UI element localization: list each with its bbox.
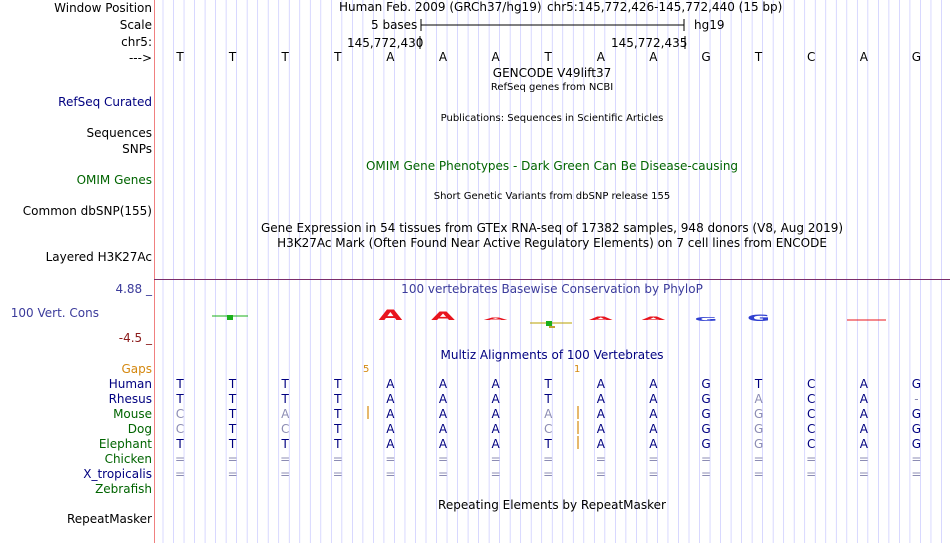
alignment-base: = bbox=[490, 452, 501, 466]
alignment-base: T bbox=[334, 377, 342, 391]
alignment-base: = bbox=[911, 467, 922, 481]
alignment-base: A bbox=[859, 392, 868, 406]
gap-count-1: 1 bbox=[574, 364, 581, 375]
alignment-base: T bbox=[281, 392, 289, 406]
alignment-base: G bbox=[701, 407, 711, 421]
alignment-base: A bbox=[649, 422, 658, 436]
alignment-base: G bbox=[753, 407, 764, 421]
species-label-x_tropicalis[interactable]: X_tropicalis bbox=[83, 467, 152, 481]
alignment-base: A bbox=[386, 377, 395, 391]
alignment-base: A bbox=[596, 407, 605, 421]
alignment-base: C bbox=[175, 422, 185, 436]
gaps-label: Gaps bbox=[121, 362, 152, 376]
alignment-base: G bbox=[911, 422, 922, 436]
window-position-label: Window Position bbox=[54, 1, 152, 15]
repeatmasker-label[interactable]: RepeatMasker bbox=[66, 512, 152, 526]
multiz-title[interactable]: Multiz Alignments of 100 Vertebrates bbox=[440, 348, 664, 362]
reference-base: G bbox=[911, 50, 922, 64]
phylop-letter: A bbox=[378, 307, 403, 324]
species-label-elephant[interactable]: Elephant bbox=[98, 437, 152, 451]
alignment-base: A bbox=[438, 407, 448, 421]
alignment-base: T bbox=[281, 437, 289, 451]
reference-base: T bbox=[544, 50, 552, 64]
gap-count-5: 5 bbox=[363, 364, 370, 375]
phylop-letter: A bbox=[483, 316, 508, 321]
alignment-base: C bbox=[175, 407, 185, 421]
reference-base: T bbox=[228, 50, 237, 64]
position-text: chr5:145,772,426-145,772,440 (15 bp) bbox=[547, 0, 783, 14]
alignment-base: A bbox=[438, 437, 448, 451]
alignment-base: = bbox=[385, 452, 396, 466]
alignment-base: T bbox=[334, 407, 342, 421]
alignment-base: A bbox=[386, 422, 395, 436]
sequences-label[interactable]: Sequences bbox=[86, 126, 152, 140]
alignment-base: = bbox=[911, 452, 922, 466]
alignment-base: = bbox=[385, 467, 396, 481]
alignment-base: T bbox=[228, 422, 237, 436]
alignment-base: A bbox=[544, 407, 553, 421]
alignment-base: = bbox=[280, 467, 291, 481]
species-label-rhesus[interactable]: Rhesus bbox=[108, 392, 152, 406]
coord-left: 145,772,430 bbox=[347, 36, 424, 50]
phylop-max-label: 4.88 _ bbox=[115, 282, 152, 296]
reference-base: A bbox=[491, 50, 500, 64]
alignment-base: G bbox=[753, 437, 764, 451]
alignment-base: A bbox=[438, 377, 448, 391]
alignment-base: = bbox=[437, 452, 449, 466]
alignment-base: T bbox=[176, 437, 184, 451]
alignment-base: = bbox=[700, 452, 712, 466]
alignment-base: A bbox=[491, 407, 500, 421]
alignment-base: = bbox=[648, 452, 659, 466]
alignment-base: T bbox=[176, 392, 184, 406]
alignment-base: A bbox=[596, 392, 605, 406]
layered-h3k27ac-label[interactable]: Layered H3K27Ac bbox=[45, 250, 152, 264]
alignment-base: T bbox=[544, 437, 552, 451]
alignment-base: = bbox=[858, 452, 869, 466]
alignment-base: A bbox=[438, 392, 448, 406]
alignment-base: = bbox=[806, 467, 817, 481]
phylop-mark bbox=[227, 315, 233, 320]
alignment-base: = bbox=[595, 467, 606, 481]
alignment-base: T bbox=[334, 422, 342, 436]
alignment-base: A bbox=[596, 377, 605, 391]
reference-base: A bbox=[649, 50, 658, 64]
omim-genes-label[interactable]: OMIM Genes bbox=[76, 173, 152, 187]
alignment-base: T bbox=[176, 377, 184, 391]
alignment-base: = bbox=[858, 467, 869, 481]
alignment-base: A bbox=[596, 437, 605, 451]
alignment-base: = bbox=[174, 452, 186, 466]
alignment-base: - bbox=[914, 392, 919, 406]
alignment-base: C bbox=[543, 422, 553, 436]
gtex-title[interactable]: Gene Expression in 54 tissues from GTEx RNA-seq of 17382 samples, 948 donors (V8, Aug 2019) bbox=[260, 221, 844, 235]
alignment-base: = bbox=[280, 452, 291, 466]
publications-title[interactable]: Publications: Sequences in Scientific Articles bbox=[440, 113, 664, 124]
alignment-base: G bbox=[701, 422, 711, 436]
alignment-base: = bbox=[595, 452, 606, 466]
reference-base: A bbox=[438, 50, 448, 64]
phylop-letter: A bbox=[588, 316, 613, 322]
alignment-base: G bbox=[911, 437, 922, 451]
alignment-base: A bbox=[491, 392, 500, 406]
alignment-base: A bbox=[491, 422, 500, 436]
alignment-base: T bbox=[334, 392, 342, 406]
alignment-base: A bbox=[859, 437, 868, 451]
alignment-base: G bbox=[701, 437, 711, 451]
phylop-track-label[interactable]: 100 Vert. Cons bbox=[10, 306, 99, 320]
phylop-min-label: -4.5 _ bbox=[118, 331, 152, 345]
alignment-base: C bbox=[806, 422, 816, 436]
scale-text: 5 bases bbox=[371, 18, 418, 32]
alignment-base: = bbox=[227, 452, 238, 466]
reference-base: A bbox=[859, 50, 868, 64]
alignment-base: = bbox=[437, 467, 449, 481]
alignment-base: = bbox=[227, 467, 238, 481]
alignment-base: A bbox=[438, 422, 448, 436]
alignment-base: = bbox=[332, 467, 343, 481]
phylop-mark bbox=[546, 321, 552, 326]
refseq-subtitle[interactable]: RefSeq genes from NCBI bbox=[490, 82, 614, 93]
alignment-base: G bbox=[701, 377, 711, 391]
species-label-dog[interactable]: Dog bbox=[127, 422, 152, 436]
alignment-base: T bbox=[544, 377, 552, 391]
alignment-base: G bbox=[701, 392, 711, 406]
reference-base: T bbox=[334, 50, 342, 64]
alignment-base: A bbox=[596, 422, 605, 436]
alignment-base: = bbox=[753, 452, 764, 466]
alignment-base: A bbox=[859, 407, 868, 421]
alignment-base: = bbox=[543, 467, 554, 481]
alignment-base: G bbox=[753, 422, 764, 436]
alignment-base: A bbox=[386, 437, 395, 451]
alignment-base: A bbox=[859, 377, 868, 391]
species-label-zebrafish[interactable]: Zebrafish bbox=[95, 482, 152, 496]
phylop-letter: A bbox=[641, 316, 666, 322]
alignment-base: A bbox=[281, 407, 290, 421]
alignment-base: C bbox=[806, 392, 816, 406]
repeat-title[interactable]: Repeating Elements by RepeatMasker bbox=[438, 498, 666, 512]
assembly-title: Human Feb. 2009 (GRCh37/hg19) bbox=[339, 0, 542, 14]
species-label-mouse[interactable]: Mouse bbox=[113, 407, 152, 421]
h3k27ac-title[interactable]: H3K27Ac Mark (Often Found Near Active Regulatory Elements) on 7 cell lines from ENCODE bbox=[277, 236, 827, 250]
alignment-base: = bbox=[174, 467, 186, 481]
alignment-base: = bbox=[648, 467, 659, 481]
alignment-base: T bbox=[544, 392, 552, 406]
alignment-base: A bbox=[491, 437, 500, 451]
alignment-base: C bbox=[806, 437, 816, 451]
alignment-base: A bbox=[491, 377, 500, 391]
phylop-title[interactable]: 100 vertebrates Basewise Conservation by PhyloP bbox=[401, 282, 703, 296]
alignment-base: G bbox=[911, 407, 922, 421]
scale-label: Scale bbox=[119, 18, 152, 32]
refseq-curated-label[interactable]: RefSeq Curated bbox=[58, 95, 152, 109]
snps-label[interactable]: SNPs bbox=[122, 142, 152, 156]
species-label-chicken[interactable]: Chicken bbox=[104, 452, 152, 466]
phylop-letter: G bbox=[694, 316, 718, 323]
omim-title[interactable]: OMIM Gene Phenotypes - Dark Green Can Be Disease-causing bbox=[365, 159, 739, 173]
alignment-base: = bbox=[543, 452, 554, 466]
alignment-base: C bbox=[280, 422, 290, 436]
common-dbsnp-label[interactable]: Common dbSNP(155) bbox=[22, 204, 152, 218]
reference-base: T bbox=[281, 50, 289, 64]
alignment-base: T bbox=[228, 407, 237, 421]
alignment-base: = bbox=[700, 467, 712, 481]
alignment-base: T bbox=[754, 377, 763, 391]
reference-base: C bbox=[806, 50, 816, 64]
reference-base: G bbox=[701, 50, 711, 64]
alignment-base: = bbox=[490, 467, 501, 481]
alignment-base: T bbox=[228, 437, 237, 451]
db-text: hg19 bbox=[694, 18, 725, 32]
alignment-base: A bbox=[386, 407, 395, 421]
alignment-base: G bbox=[911, 377, 922, 391]
alignment-base: A bbox=[649, 407, 658, 421]
reference-base: T bbox=[176, 50, 184, 64]
chrom-label: chr5: bbox=[121, 35, 152, 49]
alignment-base: T bbox=[334, 437, 342, 451]
alignment-base: C bbox=[806, 377, 816, 391]
alignment-base: T bbox=[281, 377, 289, 391]
alignment-base: T bbox=[228, 377, 237, 391]
phylop-letter: G bbox=[747, 313, 771, 324]
reference-base: A bbox=[596, 50, 605, 64]
coord-right: 145,772,435 bbox=[611, 36, 688, 50]
dbsnp-title[interactable]: Short Genetic Variants from dbSNP release 155 bbox=[433, 191, 671, 202]
alignment-base: A bbox=[649, 437, 658, 451]
alignment-base: A bbox=[649, 377, 658, 391]
alignment-base: T bbox=[228, 392, 237, 406]
alignment-base: = bbox=[806, 452, 817, 466]
alignment-base: A bbox=[649, 392, 658, 406]
species-label-human[interactable]: Human bbox=[108, 377, 152, 391]
alignment-base: = bbox=[332, 452, 343, 466]
gencode-title[interactable]: GENCODE V49lift37 bbox=[492, 66, 612, 80]
alignment-base: A bbox=[386, 392, 395, 406]
alignment-base: A bbox=[859, 422, 868, 436]
phylop-letter: A bbox=[431, 308, 455, 324]
alignment-base: C bbox=[806, 407, 816, 421]
reference-base: T bbox=[754, 50, 763, 64]
phylop-mark bbox=[549, 326, 555, 328]
alignment-base: = bbox=[753, 467, 764, 481]
reference-base: A bbox=[386, 50, 395, 64]
alignment-base: A bbox=[754, 392, 763, 406]
strand-label: ---> bbox=[128, 51, 152, 65]
